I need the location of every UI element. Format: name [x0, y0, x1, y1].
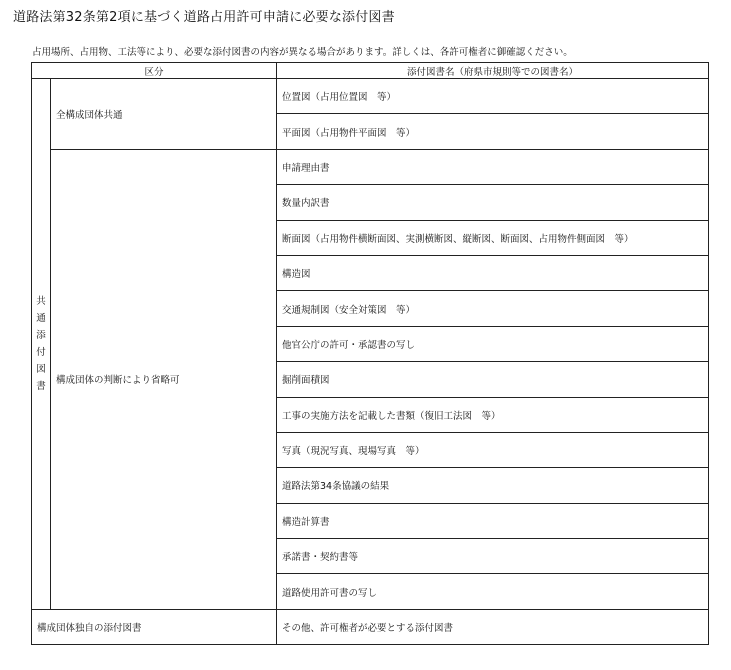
doc-cell: 承諾書・契約書等: [277, 539, 709, 574]
doc-cell: 断面図（占用物件横断面図、実測横断図、縦断図、断面図、占用物件側面図 等）: [277, 220, 709, 255]
doc-cell: 交通規制図（安全対策図 等）: [277, 291, 709, 326]
header-row: [32, 63, 709, 79]
table-row: [32, 609, 709, 644]
group-all-members: 全構成団体共通: [51, 79, 277, 150]
label-char: 図: [36, 363, 46, 375]
note-text: 占用場所、占用物、工法等により、必要な添付図書の内容が異なる場合があります。詳しくは、各許可権者に御確認ください。: [32, 47, 573, 58]
doc-cell: 平面図（占用物件平面図 等）: [277, 114, 709, 149]
doc-cell: その他、許可権者が必要とする添付図書: [277, 609, 709, 644]
doc-cell: 数量内訳書: [277, 185, 709, 220]
label-char: 通: [36, 312, 46, 324]
page-title: 道路法第32条第2項に基づく道路占用許可申請に必要な添付図書: [13, 10, 395, 25]
doc-cell: 道路使用許可書の写し: [277, 574, 709, 609]
header-documents: 添付図書名（府県市規則等での図書名）: [277, 63, 709, 79]
common-docs-label: [32, 79, 51, 610]
label-char: 添: [36, 329, 46, 341]
group-optional: 構成団体の判断により省略可: [51, 149, 277, 609]
doc-cell: 他官公庁の許可・承認書の写し: [277, 326, 709, 361]
doc-cell: 構造計算書: [277, 503, 709, 538]
doc-cell: 工事の実施方法を記載した書類（復旧工法図 等）: [277, 397, 709, 432]
table-row: [32, 149, 709, 184]
label-char: 共: [36, 295, 46, 307]
doc-cell: 申請理由書: [277, 149, 709, 184]
label-char: 書: [36, 380, 46, 392]
doc-cell: 位置図（占用位置図 等）: [277, 79, 709, 114]
doc-cell: 写真（現況写真、現場写真 等）: [277, 432, 709, 467]
table-row: [32, 79, 709, 114]
header-category: 区分: [32, 63, 277, 79]
label-char: 付: [36, 346, 46, 358]
doc-cell: 構造図: [277, 255, 709, 290]
doc-cell: 道路法第34条協議の結果: [277, 468, 709, 503]
attachment-table: [31, 62, 709, 645]
doc-cell: 掘削面積図: [277, 362, 709, 397]
group-member-specific: 構成団体独自の添付図書: [32, 609, 277, 644]
